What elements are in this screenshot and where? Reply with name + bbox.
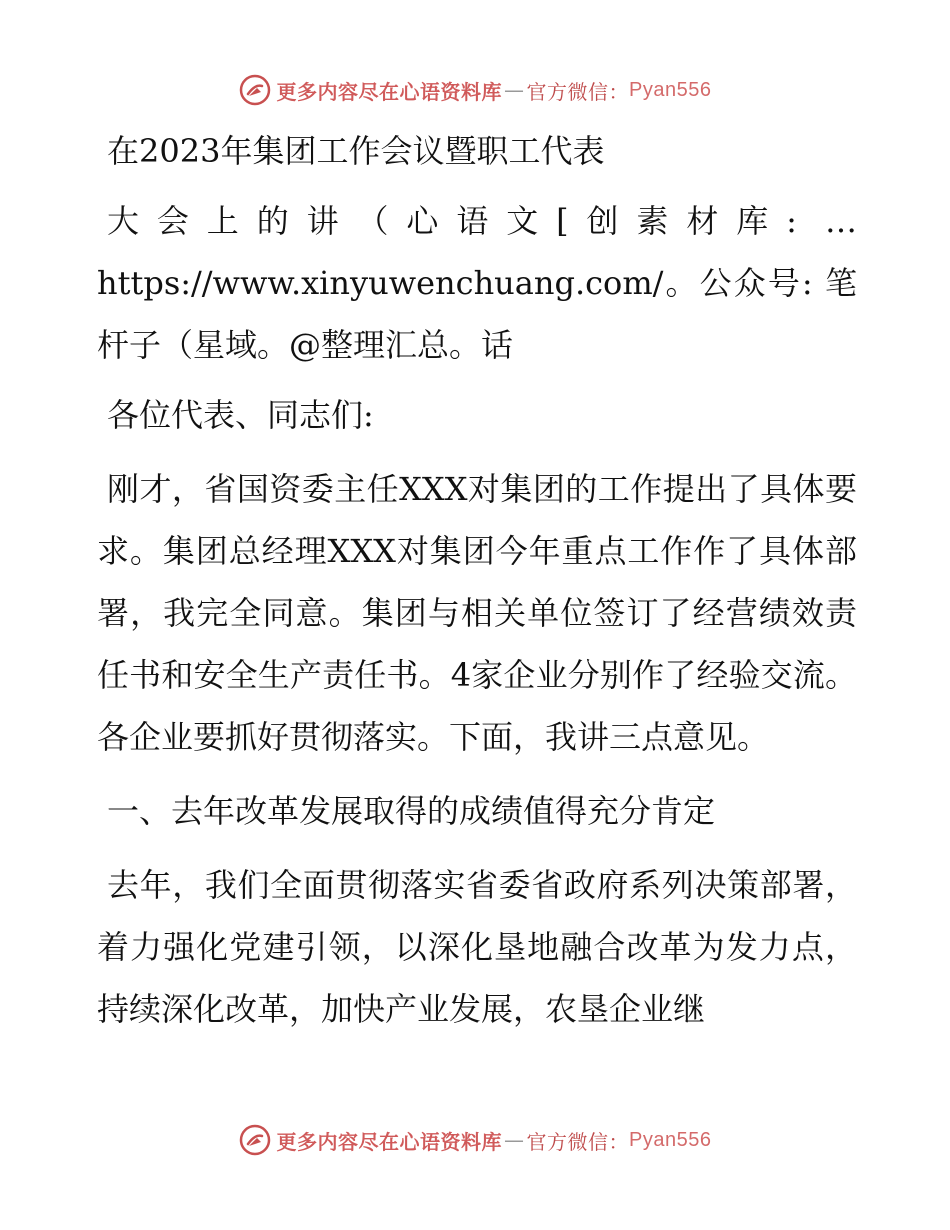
book-logo-icon bbox=[239, 1124, 271, 1156]
header-banner[interactable] bbox=[0, 70, 950, 110]
section-heading-1: 一、去年改革发展取得的成绩值得充分肯定 bbox=[107, 792, 716, 830]
paragraph-section-1: 去年，我们全面贯彻落实省委省政府系列决策部署，着力强化党建引领，以深化垦地融合改革为发力点，持续深化改革，加快产业发展，农垦企业继 bbox=[97, 866, 857, 1028]
banner-wechat-handle: Pyan556 bbox=[629, 1128, 712, 1151]
banner-separator: — bbox=[504, 1128, 525, 1152]
banner-wechat-handle: Pyan556 bbox=[629, 78, 712, 101]
speech-title-line2: 大会上的讲（心语文[创素材库: …https://www.xinyuwenchuang.com/。公众号: 笔杆子（星域。@整理汇总。话 bbox=[97, 202, 857, 364]
banner-brand-text: 更多内容尽在心语资料库 bbox=[276, 79, 503, 104]
banner-brand-text: 更多内容尽在心语资料库 bbox=[276, 1129, 503, 1154]
salutation: 各位代表、同志们: bbox=[107, 396, 374, 434]
footer-banner[interactable] bbox=[0, 1120, 950, 1160]
banner-contact-label: 官方微信： bbox=[526, 1129, 630, 1154]
paragraph-intro: 刚才，省国资委主任XXX对集团的工作提出了具体要求。集团总经理XXX对集团今年重点工作作了具体部署，我完全同意。集团与相关单位签订了经营绩效责任书和安全生产责任书。4家企业分别作了经验交流。各企业要抓好贯彻落实。下面，我讲三点意见。 bbox=[97, 470, 857, 756]
banner-separator: — bbox=[504, 78, 525, 102]
banner-contact-label: 官方微信： bbox=[526, 79, 630, 104]
book-logo-icon bbox=[239, 74, 271, 106]
speech-title-line1: 在2023年集团工作会议暨职工代表 bbox=[107, 132, 605, 170]
document-body bbox=[97, 120, 857, 1052]
